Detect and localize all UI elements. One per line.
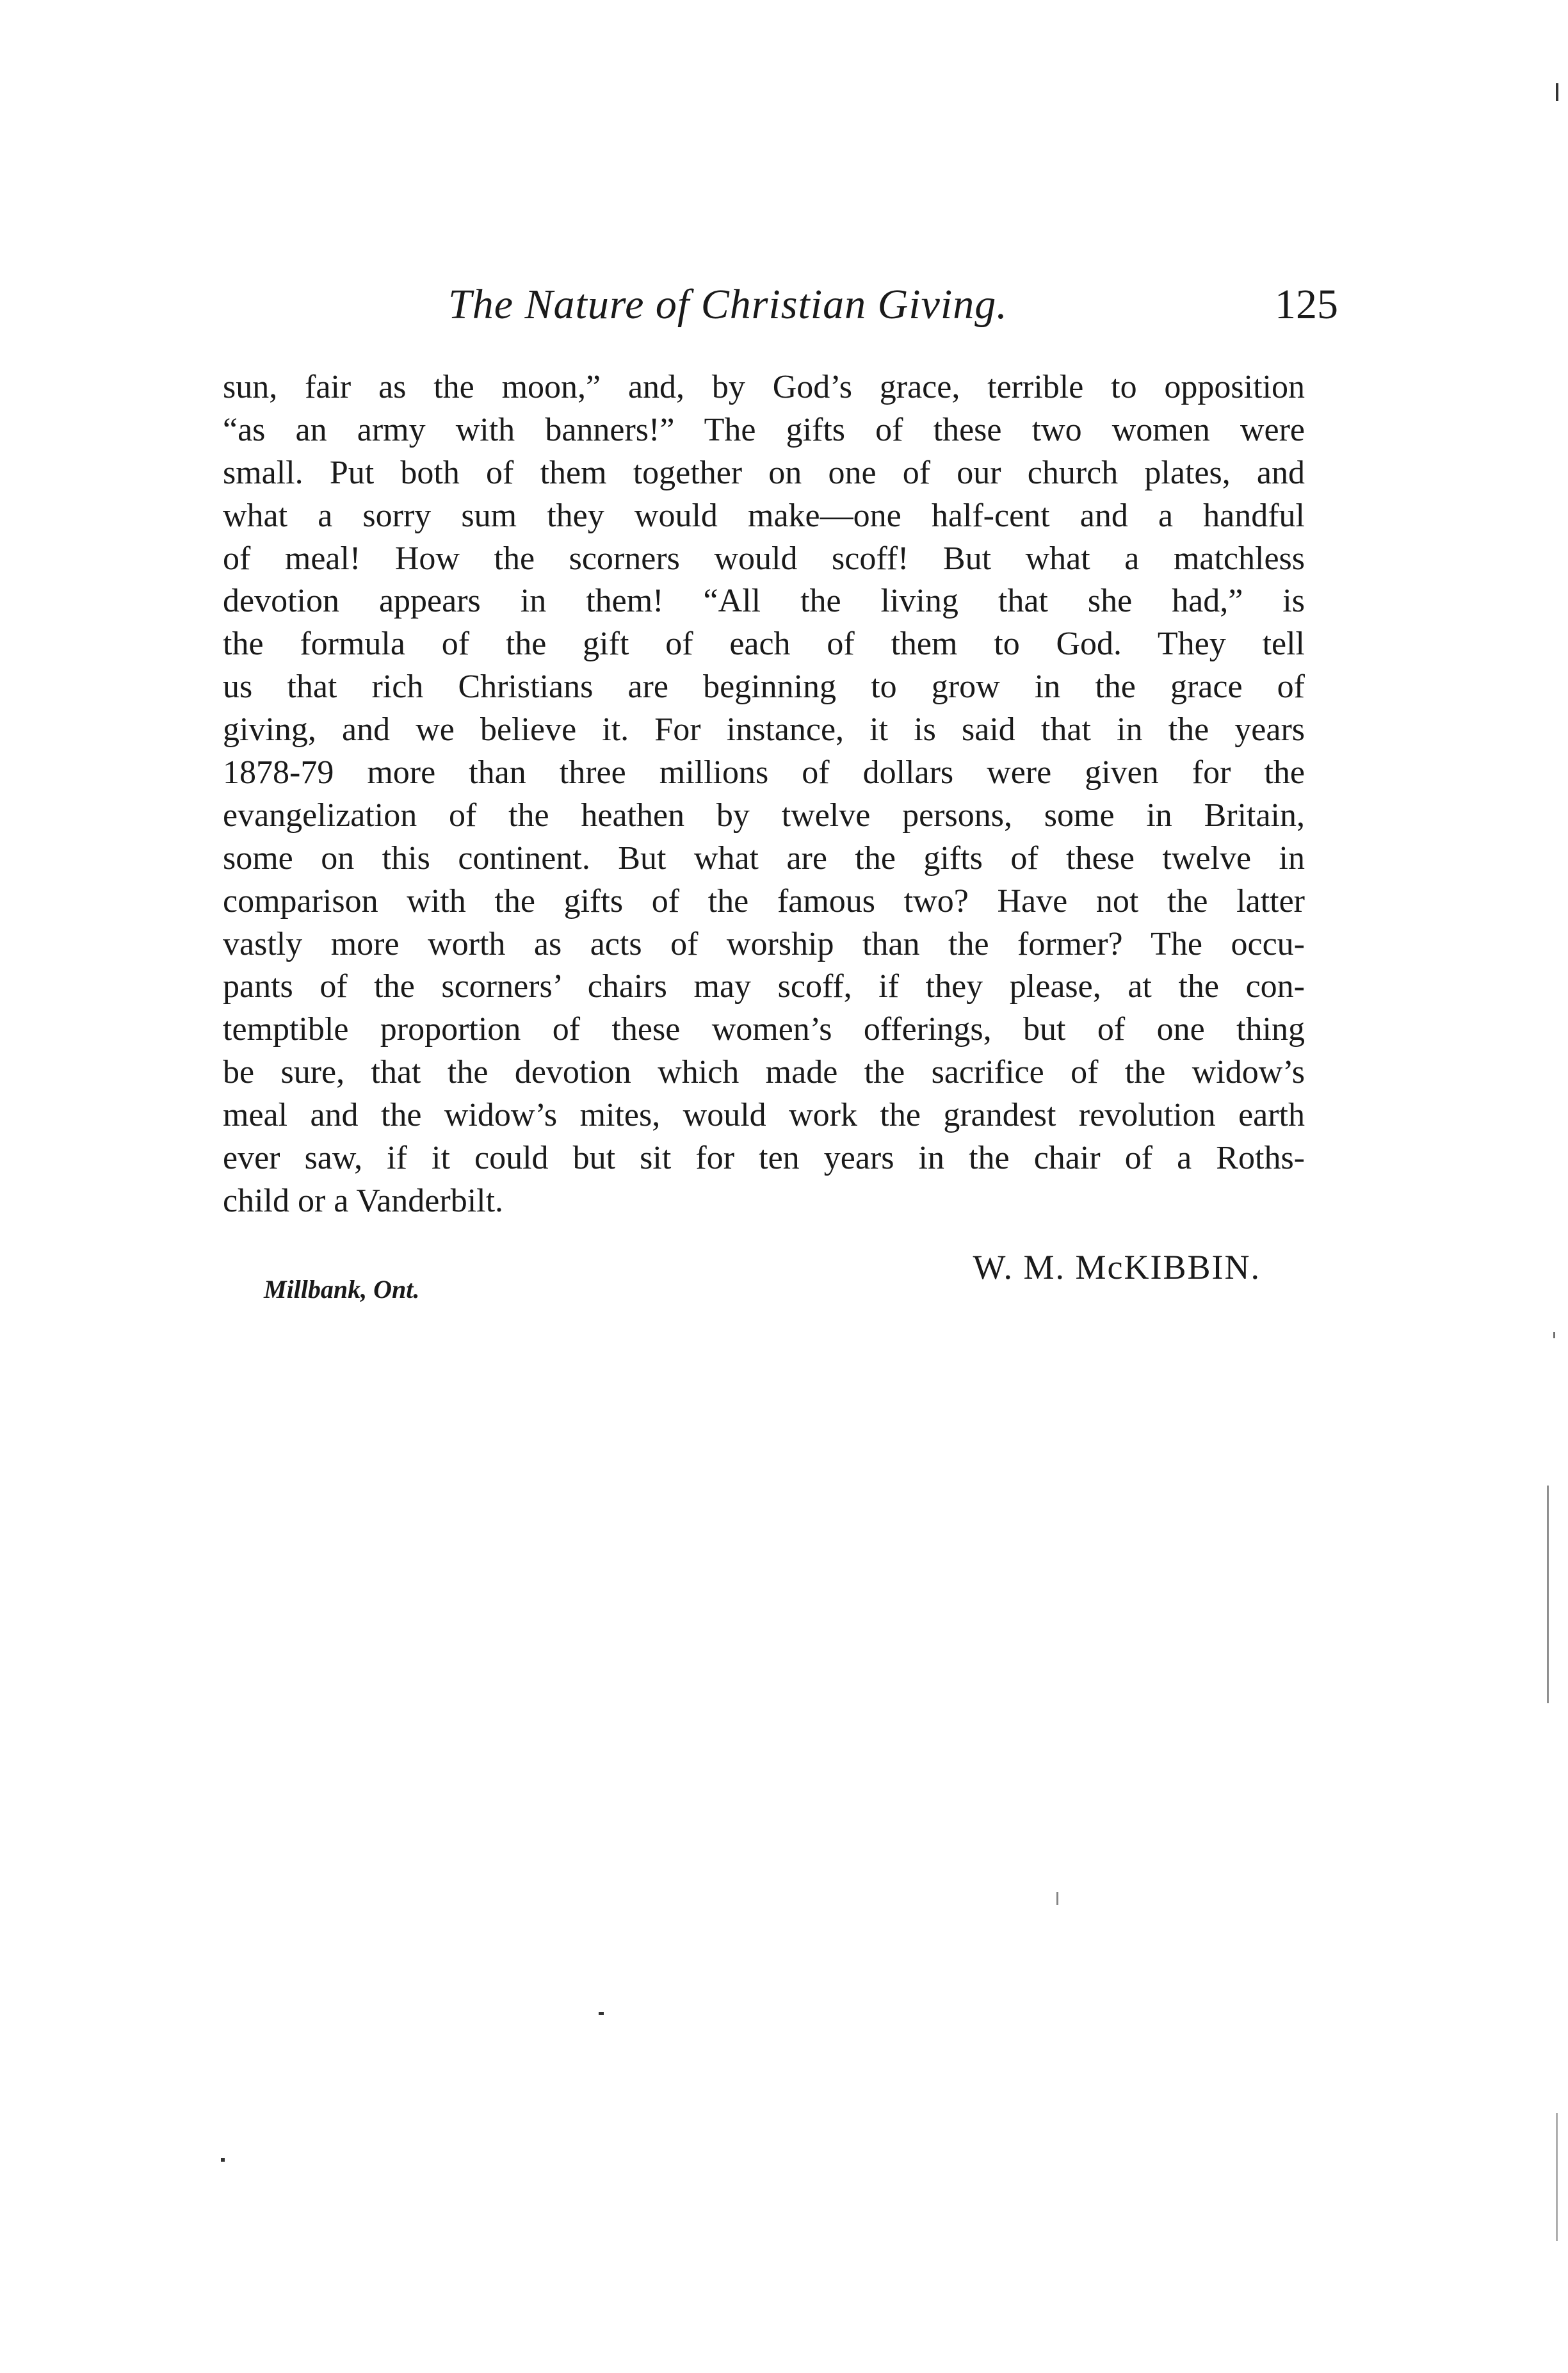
page-number: 125: [1275, 281, 1338, 328]
author-signature: W. M. McKIBBIN.: [973, 1248, 1261, 1286]
text-line: of meal! How the scorners would scoff! But what a matchless: [223, 540, 1305, 577]
text-line: us that rich Christians are beginning to grow in the grace of: [223, 668, 1305, 706]
text-line: child or a Vanderbilt.: [223, 1182, 504, 1219]
scan-mark: [1547, 1486, 1549, 1703]
text-line: sun, fair as the moon,” and, by God’s grace, terrible to opposition: [223, 369, 1305, 405]
scan-mark: [1056, 1892, 1058, 1905]
text-line: be sure, that the devotion which made the sacrifice of the widow’s: [223, 1054, 1305, 1091]
page-header: [448, 280, 1338, 338]
scan-mark: [1556, 83, 1558, 101]
text-line: the formula of the gift of each of them to God. They tell: [223, 626, 1305, 663]
text-line: vastly more worth as acts of worship than the former? The occu-: [223, 925, 1305, 962]
text-line: 1878-79 more than three millions of dollars were given for the: [223, 754, 1305, 791]
text-line: small. Put both of them together on one of our church plates, and: [223, 454, 1305, 491]
text-line: devotion appears in them! “All the living that she had,” is: [223, 583, 1305, 620]
text-line: evangelization of the heathen by twelve persons, some in Britain,: [223, 797, 1305, 834]
text-line: “as an army with banners!” The gifts of these two women were: [223, 411, 1305, 448]
place-line: Millbank, Ont.: [264, 1275, 420, 1304]
body-paragraph: [223, 366, 1305, 1223]
scan-mark: [599, 2012, 604, 2015]
text-line: pants of the scorners’ chairs may scoff, if they please, at the con-: [223, 968, 1305, 1005]
text-line: what a sorry sum they would make—one half-cent and a handful: [223, 497, 1305, 534]
text-line: temptible proportion of these women’s offerings, but of one thing: [223, 1011, 1305, 1048]
running-title: The Nature of Christian Giving.: [448, 281, 1008, 328]
scan-mark: [221, 2158, 225, 2162]
text-line: giving, and we believe it. For instance, it is said that in the years: [223, 711, 1305, 749]
text-line: some on this continent. But what are the gifts of these twelve in: [223, 839, 1305, 877]
text-line: meal and the widow’s mites, would work the grandest revolution earth: [223, 1097, 1305, 1134]
text-line: ever saw, if it could but sit for ten years in the chair of a Roths-: [223, 1140, 1305, 1177]
text-line: comparison with the gifts of the famous two? Have not the latter: [223, 882, 1305, 919]
scan-mark: [1553, 1332, 1555, 1338]
scan-mark: [1556, 2113, 1558, 2241]
